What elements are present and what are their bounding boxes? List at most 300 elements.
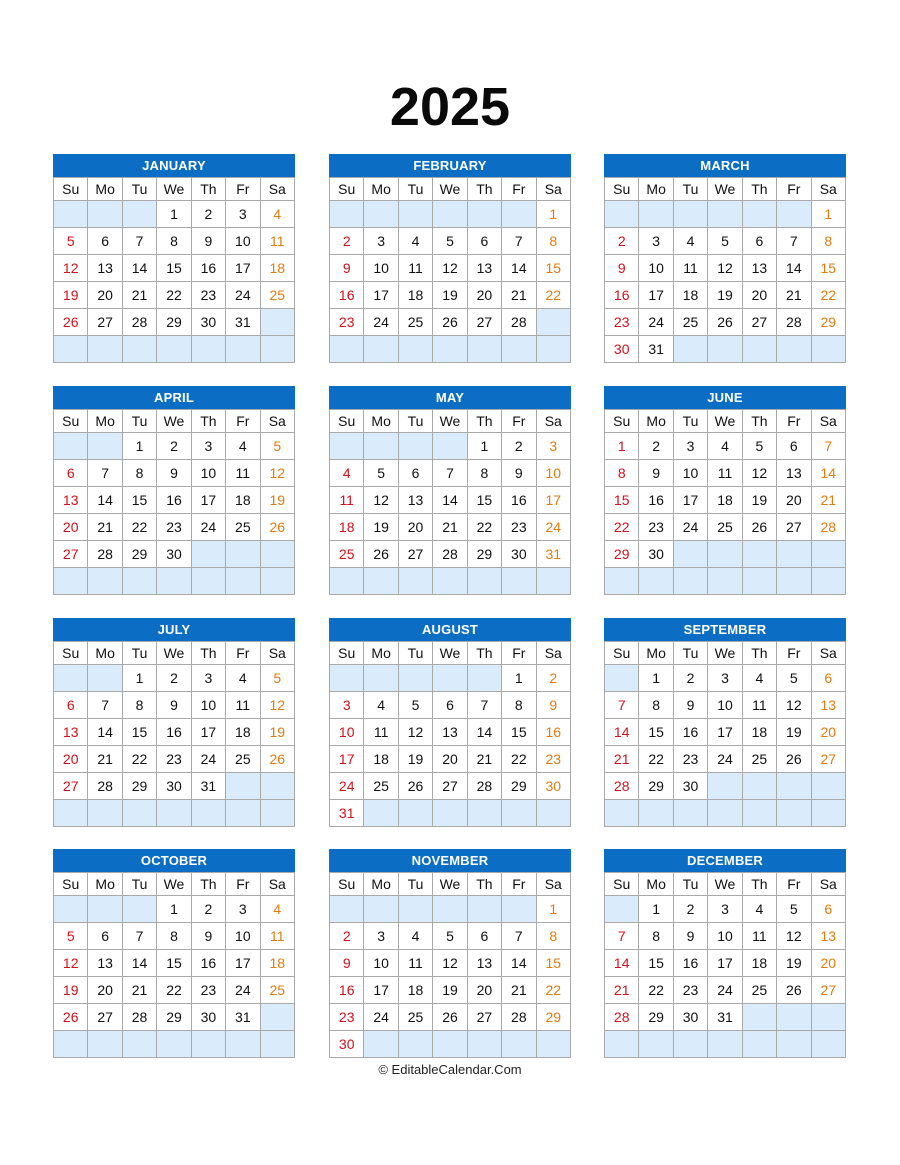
day-cell: 24: [673, 514, 707, 541]
month-october: [53, 849, 295, 1058]
empty-day-cell: [364, 201, 398, 228]
day-cell: 12: [54, 950, 88, 977]
day-cell: 3: [639, 228, 673, 255]
day-cell: 18: [708, 487, 742, 514]
weekday-label: Sa: [536, 178, 570, 201]
empty-day-cell: [54, 800, 88, 827]
day-cell: 2: [330, 228, 364, 255]
weekday-label: Fr: [502, 178, 536, 201]
empty-day-cell: [191, 568, 225, 595]
empty-day-cell: [502, 800, 536, 827]
day-cell: 6: [777, 433, 811, 460]
weekday-label: Su: [54, 410, 88, 433]
day-cell: 5: [777, 665, 811, 692]
day-cell: 13: [811, 692, 845, 719]
day-cell: 2: [191, 201, 225, 228]
weekday-label: We: [708, 410, 742, 433]
day-cell: 15: [122, 719, 156, 746]
day-cell: 3: [536, 433, 570, 460]
day-cell: 10: [639, 255, 673, 282]
day-cell: 13: [467, 255, 501, 282]
day-cell: 15: [467, 487, 501, 514]
day-cell: 1: [122, 665, 156, 692]
day-cell: 19: [260, 719, 294, 746]
day-cell: 11: [260, 923, 294, 950]
empty-day-cell: [742, 541, 776, 568]
day-cell: 12: [260, 692, 294, 719]
day-cell: 16: [536, 719, 570, 746]
empty-day-cell: [536, 1031, 570, 1058]
month-header: SEPTEMBER: [604, 618, 846, 641]
day-cell: 23: [157, 746, 191, 773]
day-cell: 1: [536, 896, 570, 923]
weekday-label: Mo: [364, 873, 398, 896]
empty-day-cell: [54, 201, 88, 228]
day-cell: 8: [639, 692, 673, 719]
week-row: [605, 541, 846, 568]
day-cell: 8: [639, 923, 673, 950]
week-row: [330, 282, 571, 309]
empty-day-cell: [605, 568, 639, 595]
day-cell: 20: [88, 282, 122, 309]
weekday-label: Tu: [398, 873, 432, 896]
month-header: AUGUST: [329, 618, 571, 641]
month-grid: [329, 177, 571, 363]
empty-day-cell: [226, 336, 260, 363]
week-row: [605, 746, 846, 773]
day-cell: 3: [330, 692, 364, 719]
day-cell: 6: [398, 460, 432, 487]
day-cell: 23: [673, 977, 707, 1004]
day-cell: 20: [88, 977, 122, 1004]
day-cell: 2: [502, 433, 536, 460]
week-row: [330, 514, 571, 541]
day-cell: 12: [742, 460, 776, 487]
day-cell: 25: [398, 1004, 432, 1031]
empty-day-cell: [811, 541, 845, 568]
week-row: [330, 896, 571, 923]
empty-day-cell: [502, 568, 536, 595]
day-cell: 24: [364, 309, 398, 336]
day-cell: 11: [742, 692, 776, 719]
day-cell: 20: [811, 719, 845, 746]
copyright-footer: © EditableCalendar.Com: [378, 1062, 522, 1077]
empty-day-cell: [673, 800, 707, 827]
day-cell: 6: [467, 923, 501, 950]
empty-day-cell: [157, 336, 191, 363]
weekday-label: Th: [191, 178, 225, 201]
month-header: OCTOBER: [53, 849, 295, 872]
empty-day-cell: [502, 336, 536, 363]
day-cell: 28: [122, 1004, 156, 1031]
day-cell: 12: [433, 950, 467, 977]
week-row: [330, 923, 571, 950]
weekday-label: Sa: [811, 178, 845, 201]
day-cell: 24: [226, 977, 260, 1004]
day-cell: 14: [811, 460, 845, 487]
day-cell: 27: [742, 309, 776, 336]
day-cell: 17: [536, 487, 570, 514]
empty-day-cell: [742, 1031, 776, 1058]
empty-day-cell: [777, 800, 811, 827]
month-grid: [604, 409, 846, 595]
weekday-label: Tu: [673, 642, 707, 665]
day-cell: 29: [467, 541, 501, 568]
day-cell: 16: [605, 282, 639, 309]
day-cell: 9: [330, 255, 364, 282]
day-cell: 9: [502, 460, 536, 487]
empty-day-cell: [742, 773, 776, 800]
empty-day-cell: [122, 568, 156, 595]
day-cell: 19: [433, 977, 467, 1004]
day-cell: 21: [88, 746, 122, 773]
weekday-label: Mo: [364, 642, 398, 665]
day-cell: 7: [467, 692, 501, 719]
empty-day-cell: [811, 336, 845, 363]
empty-day-cell: [777, 201, 811, 228]
day-cell: 9: [157, 692, 191, 719]
day-cell: 3: [191, 665, 225, 692]
empty-day-cell: [708, 1031, 742, 1058]
empty-day-cell: [777, 1031, 811, 1058]
day-cell: 25: [673, 309, 707, 336]
empty-day-cell: [777, 1004, 811, 1031]
day-cell: 27: [398, 541, 432, 568]
week-row: [54, 487, 295, 514]
day-cell: 7: [122, 923, 156, 950]
weekday-label: Fr: [226, 410, 260, 433]
weekday-label: Fr: [777, 873, 811, 896]
day-cell: 18: [398, 977, 432, 1004]
day-cell: 23: [502, 514, 536, 541]
week-row: [54, 514, 295, 541]
day-cell: 21: [605, 746, 639, 773]
empty-day-cell: [398, 896, 432, 923]
day-cell: 16: [191, 950, 225, 977]
day-cell: 12: [260, 460, 294, 487]
empty-day-cell: [536, 336, 570, 363]
weekday-label: Th: [467, 642, 501, 665]
day-cell: 23: [605, 309, 639, 336]
week-row: [330, 950, 571, 977]
empty-day-cell: [433, 665, 467, 692]
day-cell: 29: [536, 1004, 570, 1031]
day-cell: 26: [260, 514, 294, 541]
day-cell: 29: [122, 773, 156, 800]
week-row: [330, 746, 571, 773]
empty-day-cell: [191, 336, 225, 363]
day-cell: 30: [330, 1031, 364, 1058]
day-cell: 29: [639, 773, 673, 800]
empty-day-cell: [639, 1031, 673, 1058]
weekday-label: We: [433, 178, 467, 201]
weekday-label: Mo: [639, 642, 673, 665]
day-cell: 21: [777, 282, 811, 309]
day-cell: 22: [502, 746, 536, 773]
day-cell: 7: [502, 923, 536, 950]
empty-day-cell: [467, 800, 501, 827]
day-cell: 7: [88, 460, 122, 487]
day-cell: 4: [330, 460, 364, 487]
empty-day-cell: [605, 1031, 639, 1058]
week-row: [54, 460, 295, 487]
weekday-label: Su: [605, 642, 639, 665]
day-cell: 28: [777, 309, 811, 336]
day-cell: 27: [777, 514, 811, 541]
month-november: [329, 849, 571, 1058]
week-row: [605, 309, 846, 336]
day-cell: 2: [157, 665, 191, 692]
month-grid: [329, 409, 571, 595]
day-cell: 21: [88, 514, 122, 541]
day-cell: 20: [398, 514, 432, 541]
day-cell: 7: [777, 228, 811, 255]
empty-day-cell: [54, 336, 88, 363]
week-row: [330, 541, 571, 568]
week-row: [605, 568, 846, 595]
empty-day-cell: [364, 433, 398, 460]
day-cell: 13: [467, 950, 501, 977]
day-cell: 15: [536, 255, 570, 282]
empty-day-cell: [433, 201, 467, 228]
empty-day-cell: [467, 568, 501, 595]
weekday-label: Fr: [777, 178, 811, 201]
week-row: [605, 255, 846, 282]
day-cell: 18: [330, 514, 364, 541]
week-row: [54, 746, 295, 773]
day-cell: 27: [811, 977, 845, 1004]
day-cell: 4: [398, 228, 432, 255]
empty-day-cell: [260, 336, 294, 363]
day-cell: 12: [433, 255, 467, 282]
day-cell: 31: [536, 541, 570, 568]
day-cell: 6: [88, 923, 122, 950]
day-cell: 4: [742, 896, 776, 923]
empty-day-cell: [777, 541, 811, 568]
weekday-label: Tu: [673, 410, 707, 433]
empty-day-cell: [811, 773, 845, 800]
day-cell: 9: [330, 950, 364, 977]
month-september: [604, 618, 846, 827]
day-cell: 8: [157, 923, 191, 950]
day-cell: 7: [605, 692, 639, 719]
day-cell: 21: [811, 487, 845, 514]
day-cell: 28: [433, 541, 467, 568]
day-cell: 26: [260, 746, 294, 773]
day-cell: 2: [673, 665, 707, 692]
empty-day-cell: [708, 800, 742, 827]
day-cell: 3: [708, 896, 742, 923]
weekday-label: We: [433, 410, 467, 433]
day-cell: 20: [467, 977, 501, 1004]
month-header: JANUARY: [53, 154, 295, 177]
day-cell: 28: [502, 1004, 536, 1031]
day-cell: 17: [226, 255, 260, 282]
month-header: JUNE: [604, 386, 846, 409]
week-row: [54, 1031, 295, 1058]
day-cell: 10: [330, 719, 364, 746]
empty-day-cell: [122, 1031, 156, 1058]
day-cell: 8: [122, 460, 156, 487]
empty-day-cell: [122, 201, 156, 228]
week-row: [54, 800, 295, 827]
month-july: [53, 618, 295, 827]
empty-day-cell: [467, 1031, 501, 1058]
weekday-label: Mo: [639, 873, 673, 896]
empty-day-cell: [260, 568, 294, 595]
week-row: [330, 336, 571, 363]
day-cell: 5: [260, 665, 294, 692]
day-cell: 10: [226, 923, 260, 950]
day-cell: 2: [536, 665, 570, 692]
weekday-label: Tu: [122, 642, 156, 665]
day-cell: 30: [191, 309, 225, 336]
day-cell: 14: [122, 255, 156, 282]
empty-day-cell: [708, 336, 742, 363]
empty-day-cell: [708, 201, 742, 228]
day-cell: 13: [777, 460, 811, 487]
month-grid: [53, 409, 295, 595]
weekday-label: Sa: [260, 410, 294, 433]
empty-day-cell: [639, 568, 673, 595]
month-grid: [329, 641, 571, 827]
day-cell: 15: [502, 719, 536, 746]
month-grid: [604, 872, 846, 1058]
weekday-label: Sa: [536, 873, 570, 896]
day-cell: 11: [260, 228, 294, 255]
day-cell: 1: [122, 433, 156, 460]
empty-day-cell: [364, 336, 398, 363]
day-cell: 3: [226, 201, 260, 228]
day-cell: 3: [364, 228, 398, 255]
week-row: [54, 719, 295, 746]
day-cell: 18: [226, 719, 260, 746]
empty-day-cell: [777, 568, 811, 595]
weekday-label: Sa: [260, 642, 294, 665]
day-cell: 20: [54, 746, 88, 773]
day-cell: 26: [364, 541, 398, 568]
day-cell: 6: [742, 228, 776, 255]
day-cell: 19: [777, 950, 811, 977]
week-row: [605, 692, 846, 719]
day-cell: 4: [226, 433, 260, 460]
weekday-label: Tu: [398, 178, 432, 201]
empty-day-cell: [54, 896, 88, 923]
week-row: [54, 665, 295, 692]
day-cell: 26: [777, 746, 811, 773]
day-cell: 27: [467, 1004, 501, 1031]
day-cell: 2: [639, 433, 673, 460]
empty-day-cell: [605, 896, 639, 923]
month-grid: [53, 872, 295, 1058]
empty-day-cell: [536, 568, 570, 595]
weekday-label: Mo: [364, 410, 398, 433]
week-row: [605, 923, 846, 950]
day-cell: 29: [639, 1004, 673, 1031]
empty-day-cell: [88, 201, 122, 228]
weekday-label: Tu: [398, 410, 432, 433]
weekday-label: Mo: [88, 178, 122, 201]
month-grid: [329, 872, 571, 1058]
empty-day-cell: [605, 201, 639, 228]
day-cell: 23: [191, 282, 225, 309]
day-cell: 6: [467, 228, 501, 255]
day-cell: 27: [433, 773, 467, 800]
empty-day-cell: [330, 896, 364, 923]
day-cell: 8: [157, 228, 191, 255]
day-cell: 14: [88, 719, 122, 746]
month-april: [53, 386, 295, 595]
weekday-label: Sa: [536, 642, 570, 665]
day-cell: 9: [673, 692, 707, 719]
day-cell: 7: [605, 923, 639, 950]
week-row: [54, 309, 295, 336]
month-grid: [53, 177, 295, 363]
day-cell: 10: [536, 460, 570, 487]
day-cell: 5: [54, 923, 88, 950]
day-cell: 11: [398, 950, 432, 977]
week-row: [605, 514, 846, 541]
day-cell: 20: [433, 746, 467, 773]
empty-day-cell: [433, 568, 467, 595]
day-cell: 28: [502, 309, 536, 336]
day-cell: 16: [330, 282, 364, 309]
empty-day-cell: [708, 541, 742, 568]
day-cell: 30: [191, 1004, 225, 1031]
empty-day-cell: [502, 201, 536, 228]
day-cell: 10: [226, 228, 260, 255]
weekday-label: We: [433, 873, 467, 896]
weekday-label: We: [157, 178, 191, 201]
day-cell: 5: [54, 228, 88, 255]
weekday-label: Su: [330, 410, 364, 433]
day-cell: 5: [433, 923, 467, 950]
week-row: [605, 228, 846, 255]
weekday-label: Mo: [88, 642, 122, 665]
weekday-label: Su: [330, 178, 364, 201]
empty-day-cell: [260, 1004, 294, 1031]
day-cell: 22: [122, 746, 156, 773]
empty-day-cell: [673, 541, 707, 568]
week-row: [330, 460, 571, 487]
week-row: [330, 255, 571, 282]
day-cell: 16: [673, 719, 707, 746]
week-row: [330, 568, 571, 595]
empty-day-cell: [811, 800, 845, 827]
weekday-label: Th: [742, 178, 776, 201]
day-cell: 4: [673, 228, 707, 255]
weekday-label: Mo: [88, 873, 122, 896]
day-cell: 9: [191, 923, 225, 950]
empty-day-cell: [88, 800, 122, 827]
day-cell: 7: [433, 460, 467, 487]
day-cell: 14: [605, 950, 639, 977]
day-cell: 5: [364, 460, 398, 487]
day-cell: 3: [673, 433, 707, 460]
empty-day-cell: [54, 433, 88, 460]
day-cell: 31: [330, 800, 364, 827]
empty-day-cell: [260, 1031, 294, 1058]
weekday-label: Th: [191, 410, 225, 433]
day-cell: 22: [157, 977, 191, 1004]
empty-day-cell: [54, 665, 88, 692]
day-cell: 16: [157, 719, 191, 746]
day-cell: 10: [191, 460, 225, 487]
empty-day-cell: [673, 201, 707, 228]
week-row: [330, 665, 571, 692]
empty-day-cell: [433, 1031, 467, 1058]
day-cell: 31: [226, 309, 260, 336]
